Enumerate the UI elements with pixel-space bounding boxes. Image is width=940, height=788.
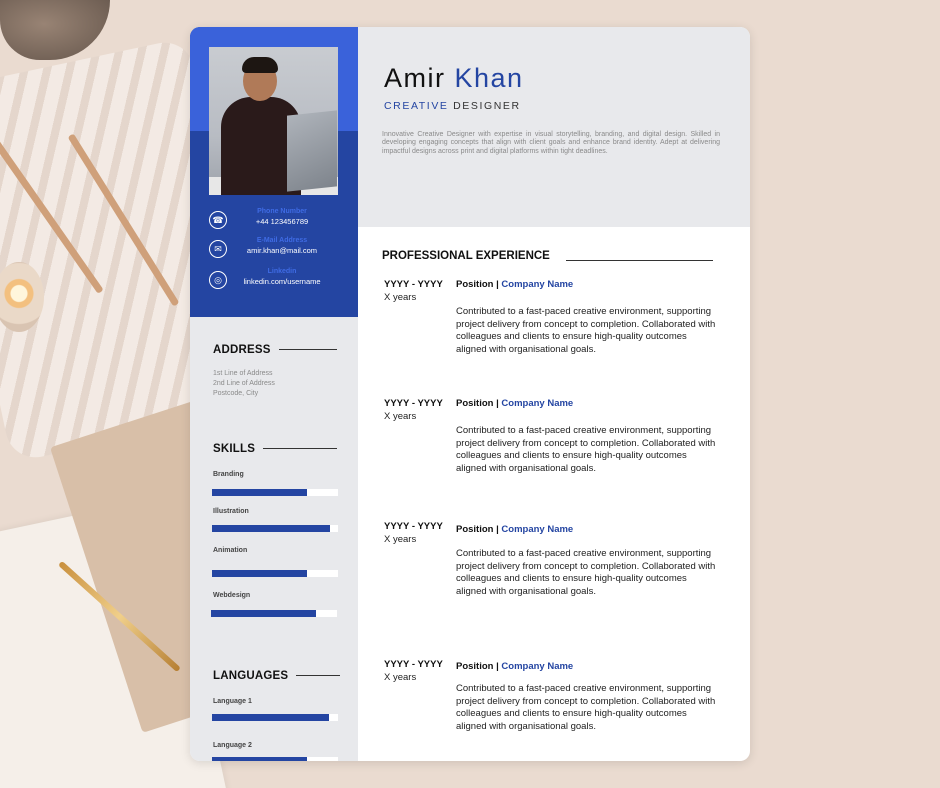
email-icon: ✉ bbox=[209, 240, 227, 258]
language-name: Language 2 bbox=[213, 742, 252, 749]
contact-value: amir.khan@mail.com bbox=[246, 246, 318, 255]
company-name: Company Name bbox=[501, 524, 574, 535]
languages-heading: LANGUAGES bbox=[213, 670, 340, 682]
job-years: YYYY - YYYY bbox=[384, 521, 443, 532]
job-years: YYYY - YYYY bbox=[384, 279, 443, 290]
language-name: Language 1 bbox=[213, 698, 252, 705]
header-panel bbox=[358, 27, 750, 227]
language-bar bbox=[212, 714, 338, 721]
skill-bar-fill bbox=[212, 570, 307, 577]
address-line: 1st Line of Address bbox=[213, 370, 273, 377]
skill-name: Illustration bbox=[213, 508, 249, 515]
job-duration: X years bbox=[384, 411, 417, 422]
contact-value: +44 123456789 bbox=[255, 217, 309, 226]
experience-heading: PROFESSIONAL EXPERIENCE bbox=[382, 250, 550, 262]
phone-icon: ☎ bbox=[209, 211, 227, 229]
contact-phone bbox=[190, 208, 358, 234]
address-line: Postcode, City bbox=[213, 390, 259, 397]
skill-bar-fill bbox=[212, 525, 330, 532]
language-bar-fill bbox=[212, 714, 329, 721]
contact-label: Linkedin bbox=[267, 268, 297, 275]
experience-rule bbox=[566, 260, 713, 261]
job-position: Position | Company Name bbox=[456, 524, 574, 535]
resume-page bbox=[190, 27, 750, 761]
skill-bar bbox=[212, 570, 338, 577]
address-block bbox=[213, 369, 275, 399]
skill-bar-fill bbox=[212, 489, 307, 496]
job-position: Position | Company Name bbox=[456, 398, 574, 409]
job-duration: X years bbox=[384, 534, 417, 545]
job-duration: X years bbox=[384, 292, 417, 303]
job-description: Contributed to a fast-paced creative environment, supporting project delivery from concept to completion. Collaborated with colleagues and clients to ensure high-quality outcomes aligned with organisational goals. bbox=[456, 425, 716, 475]
contact-linkedin bbox=[190, 268, 358, 294]
job-title-rest: DESIGNER bbox=[453, 100, 521, 112]
globe-icon: ◎ bbox=[209, 271, 227, 289]
skill-bar bbox=[212, 525, 338, 532]
language-bar-fill bbox=[212, 757, 307, 761]
skill-name: Animation bbox=[213, 547, 248, 554]
skill-bar bbox=[211, 610, 337, 617]
skills-heading: SKILLS bbox=[213, 443, 337, 455]
contact-label: Phone Number bbox=[257, 208, 307, 215]
job-description: Contributed to a fast-paced creative environment, supporting project delivery from concept to completion. Collaborated with colleagues and clients to ensure high-quality outcomes aligned with organisational goals. bbox=[456, 306, 716, 356]
job-years: YYYY - YYYY bbox=[384, 659, 443, 670]
job-years: YYYY - YYYY bbox=[384, 398, 443, 409]
company-name: Company Name bbox=[501, 398, 574, 409]
skill-name: Branding bbox=[213, 471, 244, 478]
job-duration: X years bbox=[384, 672, 417, 683]
skill-name: Webdesign bbox=[213, 592, 251, 599]
address-line: 2nd Line of Address bbox=[213, 380, 275, 387]
company-name: Company Name bbox=[501, 279, 574, 290]
last-name: Khan bbox=[454, 63, 524, 93]
job-title bbox=[384, 100, 521, 112]
contact-label: E-Mail Address bbox=[256, 237, 308, 244]
job-position: Position | Company Name bbox=[456, 661, 574, 672]
job-description: Contributed to a fast-paced creative environment, supporting project delivery from concept to completion. Collaborated with colleagues and clients to ensure high-quality outcomes aligned with organisational goals. bbox=[456, 683, 716, 733]
address-heading: ADDRESS bbox=[213, 344, 337, 356]
plant-decor bbox=[0, 0, 110, 60]
contact-value: linkedin.com/username bbox=[243, 277, 321, 286]
skill-bar-fill bbox=[211, 610, 316, 617]
profile-summary: Innovative Creative Designer with expertise in visual storytelling, branding, and digital design. Skilled in developing engaging concepts that align with client goals and enhance brand identity. Adept at delivering impactful designs across print and digital platforms within tight deadlines. bbox=[382, 131, 720, 155]
language-bar bbox=[212, 757, 338, 761]
contact-email bbox=[190, 237, 358, 263]
job-title-accent: CREATIVE bbox=[384, 100, 449, 112]
job-position: Position | Company Name bbox=[456, 279, 574, 290]
person-name bbox=[384, 63, 524, 94]
job-description: Contributed to a fast-paced creative environment, supporting project delivery from concept to completion. Collaborated with colleagues and clients to ensure high-quality outcomes aligned with organisational goals. bbox=[456, 548, 716, 598]
company-name: Company Name bbox=[501, 661, 574, 672]
profile-photo bbox=[209, 47, 338, 195]
skill-bar bbox=[212, 489, 338, 496]
first-name: Amir bbox=[384, 63, 446, 93]
